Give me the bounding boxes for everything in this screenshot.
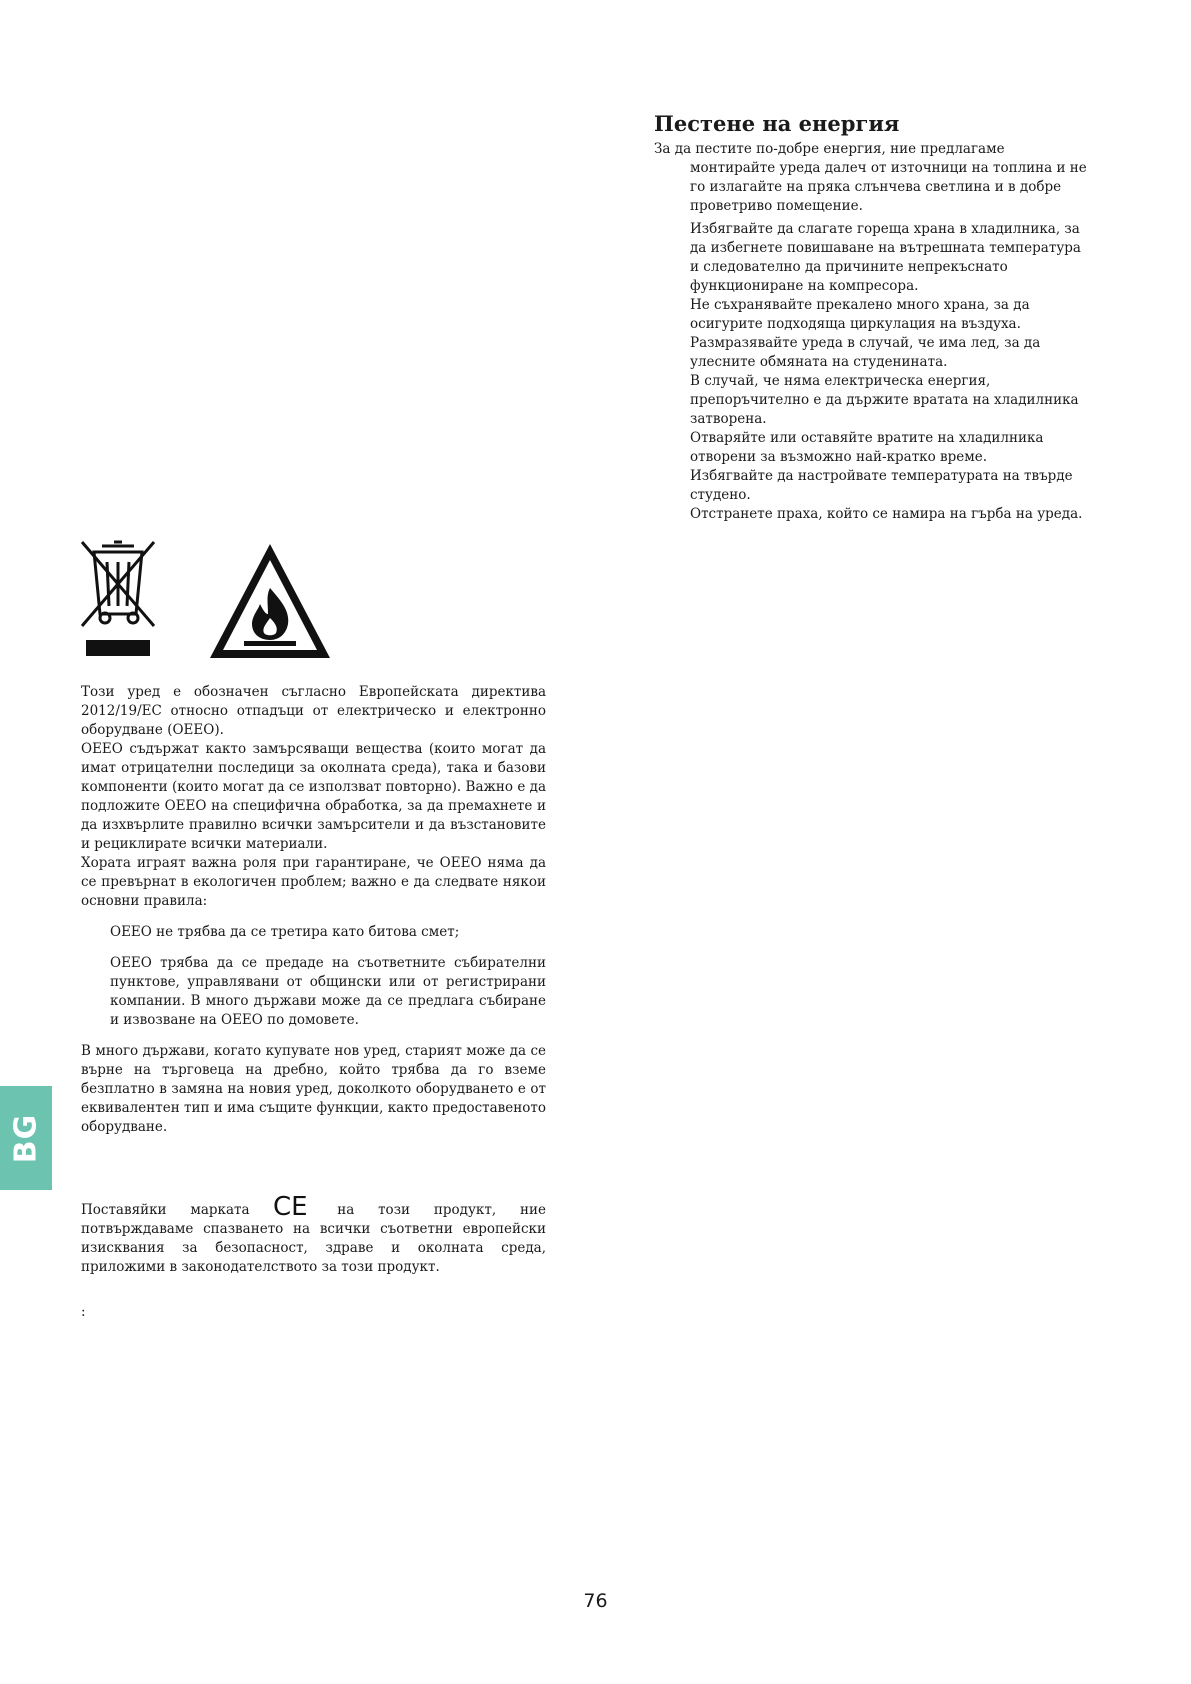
weee-bullet: ОЕЕО не трябва да се третира като битова смет;: [110, 924, 460, 940]
ce-word: на: [337, 1202, 355, 1218]
language-label: BG: [8, 1113, 44, 1163]
weee-paragraph: Този уред е обозначен съгласно Европейската директива 2012/19/ЕС относно отпадъци от електрическо и електронно оборудване (ОЕЕО).: [81, 684, 546, 738]
page-number: 76: [583, 1590, 608, 1612]
energy-tip: Отстранете праха, който се намира на гърба на уреда.: [690, 506, 1083, 522]
stray-colon: :: [81, 1304, 86, 1320]
ce-first-line: [81, 1192, 546, 1220]
language-tab: [0, 1086, 52, 1190]
svg-text:CE: CE: [273, 1192, 308, 1218]
ce-mark-icon: [273, 1192, 313, 1218]
ce-word: продукт,: [433, 1202, 497, 1218]
weee-paragraph: ОЕЕО съдържат както замърсяващи вещества (които могат да имат отрицателни последици за околната среда), така и базови компоненти (които могат да се използват повторно). Важно е да подложите ОЕЕО на специфична обработка, за да премахнете и да изхвърлите правилно всички замърсители и да възстановите и рециклирате всички материали.: [81, 741, 546, 852]
energy-tip: Избягвайте да слагате гореща храна в хладилника, за да избегнете повишаване на вътрешната температура и следователно да причините непрекъснато функциониране на компресора.: [690, 221, 1081, 294]
weee-section: [81, 683, 546, 1137]
ce-word: марката: [190, 1202, 250, 1218]
energy-tip: Размразявайте уреда в случай, че има лед, за да улесните обмяната на студенината.: [690, 335, 1041, 370]
ce-word: ние: [519, 1202, 546, 1218]
weee-bullet: ОЕЕО трябва да се предаде на съответните събирателни пунктове, управлявани от общински или от регистрирани компании. В много държави може да се предлага събиране и извозване на ОЕЕО по домовете.: [110, 955, 546, 1028]
energy-tip: Избягвайте да настройвате температурата на твърде студено.: [690, 468, 1073, 503]
energy-heading: Пестене на енергия: [654, 111, 900, 136]
symbol-row: [80, 540, 340, 664]
energy-tip: Не съхранявайте прекалено много храна, за да осигурите подходяща циркулация на въздуха.: [690, 297, 1030, 332]
ce-word: Поставяйки: [81, 1202, 167, 1218]
ce-statement: [81, 1192, 546, 1277]
crossed-bin-icon: [80, 540, 156, 664]
energy-tip: монтирайте уреда далеч от източници на топлина и не го излагайте на пряка слънчева светлина и в добре проветриво помещение.: [690, 160, 1087, 214]
energy-section: [654, 110, 1094, 524]
energy-intro: За да пестите по-добре енергия, ние предлагаме: [654, 141, 1005, 157]
ce-text: потвърждаваме спазването на всички съответни европейски изисквания за безопасност, здраве и околната среда, приложими в законодателството за този продукт.: [81, 1221, 546, 1275]
energy-tip: В случай, че няма електрическа енергия, препоръчително е да държите вратата на хладилника затворена.: [690, 373, 1079, 427]
flammable-warning-icon: [206, 540, 334, 664]
weee-paragraph: Хората играят важна роля при гарантиране, че ОЕЕО няма да се превърнат в екологичен проблем; важно е да следвате някои основни правила:: [81, 855, 546, 909]
energy-tip: Отваряйте или оставяйте вратите на хладилника отворени за възможно най-кратко време.: [690, 430, 1044, 465]
ce-word: този: [378, 1202, 411, 1218]
energy-tips: [690, 159, 1094, 524]
weee-paragraph: В много държави, когато купувате нов уред, старият може да се върне на търговеца на дребно, който трябва да го вземе безплатно в замяна на новия уред, доколкото оборудването е от еквивалентен тип и има същите функции, както предоставеното оборудване.: [81, 1043, 546, 1135]
